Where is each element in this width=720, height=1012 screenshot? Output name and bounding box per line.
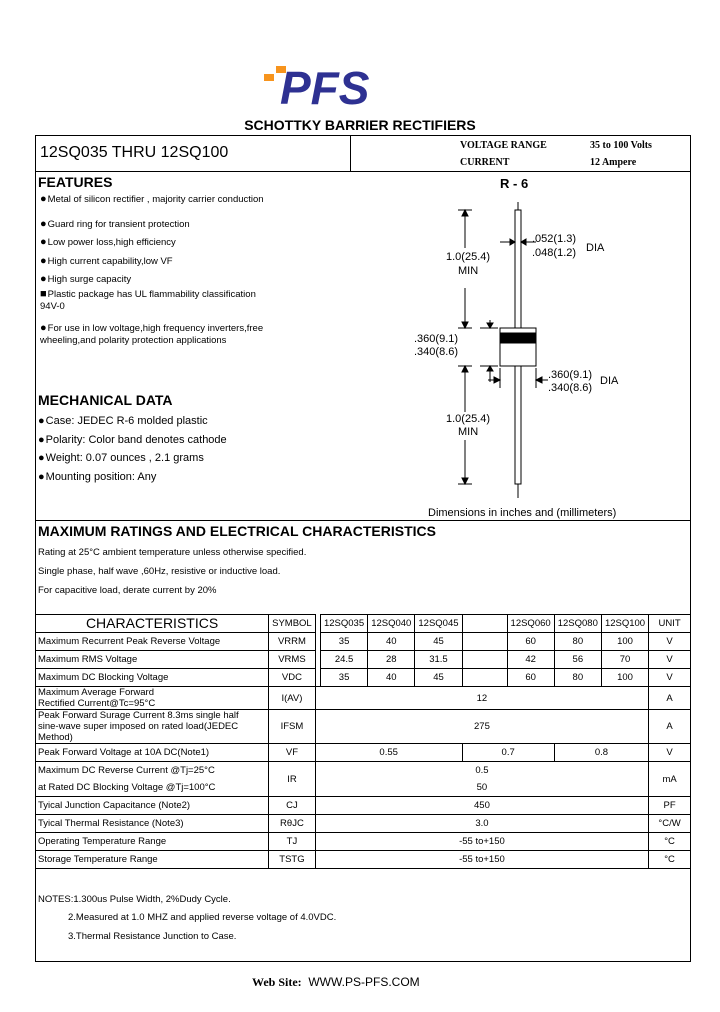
row-symbol: VRRM <box>269 633 316 651</box>
dia-label: DIA <box>586 242 605 254</box>
mechanical-item: ●Case: JEDEC R-6 molded plastic <box>38 415 208 427</box>
website-link[interactable]: WWW.PS-PFS.COM <box>308 975 420 989</box>
row-unit: mA <box>649 762 691 797</box>
cell: 24.5 <box>320 651 367 669</box>
cell: 80 <box>554 669 601 687</box>
row-symbol: IFSM <box>269 710 316 744</box>
cell: -55 to+150 <box>315 851 648 869</box>
cell: 56 <box>554 651 601 669</box>
header-part: 12SQ045 <box>415 615 462 633</box>
mechanical-item: ●Weight: 0.07 ounces , 2.1 grams <box>38 452 204 464</box>
row-label: Peak Forward Surage Current 8.3ms single half sine-wave super imposed on rated load(JEDEC Method) <box>36 710 269 744</box>
row-label: Maximum Average Forward Rectified Current@Tc=95°C <box>36 687 269 710</box>
cell: 0.5 50 <box>315 762 648 797</box>
header-part: 12SQ080 <box>554 615 601 633</box>
current-value: 12 Ampere <box>590 157 637 168</box>
feature-item: ●Metal of silicon rectifier , majority carrier conduction <box>40 193 264 205</box>
current-label: CURRENT <box>460 157 510 168</box>
mechanical-heading: MECHANICAL DATA <box>38 392 173 408</box>
row-unit: A <box>649 687 691 710</box>
table-row <box>36 815 691 833</box>
table-row <box>36 633 691 651</box>
table-header-row <box>36 615 691 633</box>
cell: 42 <box>507 651 554 669</box>
row-symbol: CJ <box>269 797 316 815</box>
mechanical-item: ●Mounting position: Any <box>38 471 157 483</box>
lead-dia-lower: .048(1.2) <box>532 247 577 259</box>
row-label: Storage Temperature Range <box>36 851 269 869</box>
header-part: 12SQ035 <box>320 615 367 633</box>
document-title: SCHOTTKY BARRIER RECTIFIERS <box>244 117 476 133</box>
row-symbol: I(AV) <box>269 687 316 710</box>
cell: 450 <box>315 797 648 815</box>
row-label: Maximum DC Reverse Current @Tj=25°C at Rated DC Blocking Voltage @Tj=100°C <box>36 762 269 797</box>
mechanical-item: ●Polarity: Color band denotes cathode <box>38 434 227 446</box>
cell <box>462 669 507 687</box>
cell: 0.8 <box>554 744 648 762</box>
rating-note: Rating at 25°C ambient temperature unless otherwise specified. <box>38 547 307 558</box>
characteristics-table <box>35 614 691 869</box>
cell: 40 <box>368 669 415 687</box>
package-label: R - 6 <box>500 176 529 191</box>
table-row <box>36 833 691 851</box>
feature-item: ●High surge capacity <box>40 273 132 285</box>
row-label: Peak Forward Voltage at 10A DC(Note1) <box>36 744 269 762</box>
divider <box>350 135 351 171</box>
header-part: 12SQ040 <box>368 615 415 633</box>
row-unit: PF <box>649 797 691 815</box>
row-label: Operating Temperature Range <box>36 833 269 851</box>
website-line: Web Site: WWW.PS-PFS.COM <box>252 975 420 989</box>
header-unit: UNIT <box>649 615 691 633</box>
footnote: 3.Thermal Resistance Junction to Case. <box>68 931 237 942</box>
row-symbol: VRMS <box>269 651 316 669</box>
row-label: Maximum DC Blocking Voltage <box>36 669 269 687</box>
cell: 60 <box>507 633 554 651</box>
header-part: 12SQ100 <box>601 615 648 633</box>
header-part <box>462 615 507 633</box>
table-row <box>36 651 691 669</box>
row-unit: A <box>649 710 691 744</box>
row-symbol: RθJC <box>269 815 316 833</box>
row-unit: V <box>649 633 691 651</box>
row-symbol: TSTG <box>269 851 316 869</box>
divider <box>35 171 691 172</box>
lead-dia-upper: .052(1.3) <box>532 233 577 245</box>
row-symbol: VF <box>269 744 316 762</box>
cell: 0.7 <box>462 744 554 762</box>
table-row <box>36 710 691 744</box>
row-unit: °C <box>649 833 691 851</box>
body-length-lower: .340(8.6) <box>414 346 459 358</box>
lead-length-top-min: MIN <box>458 265 479 277</box>
cell: 3.0 <box>315 815 648 833</box>
row-label: Tyical Thermal Resistance (Note3) <box>36 815 269 833</box>
cell: 70 <box>601 651 648 669</box>
feature-item: ●High current capability,low VF <box>40 255 173 267</box>
cell: 31.5 <box>415 651 462 669</box>
rating-note: Single phase, half wave ,60Hz, resistive or inductive load. <box>38 566 281 577</box>
row-unit: V <box>649 651 691 669</box>
cell: 275 <box>315 710 648 744</box>
cell: 0.55 <box>315 744 462 762</box>
lead-length-bottom: 1.0(25.4) <box>446 413 491 425</box>
table-row <box>36 797 691 815</box>
row-unit: V <box>649 744 691 762</box>
cell: 40 <box>368 633 415 651</box>
body-length-upper: .360(9.1) <box>414 333 459 345</box>
lead-length-bottom-min: MIN <box>458 426 479 438</box>
cell: 45 <box>415 669 462 687</box>
row-symbol: TJ <box>269 833 316 851</box>
voltage-range-value: 35 to 100 Volts <box>590 140 652 151</box>
row-unit: V <box>649 669 691 687</box>
feature-item: ●Low power loss,high efficiency <box>40 236 176 248</box>
cell: 12 <box>315 687 648 710</box>
dia-label: DIA <box>600 375 619 387</box>
lead-length-top: 1.0(25.4) <box>446 251 491 263</box>
row-symbol: IR <box>269 762 316 797</box>
table-row <box>36 669 691 687</box>
table-row <box>36 851 691 869</box>
feature-item: ■Plastic package has UL flammability classification 94V-0 <box>40 288 256 312</box>
svg-text:PFS: PFS <box>280 62 370 108</box>
header-part: 12SQ060 <box>507 615 554 633</box>
cell: 28 <box>368 651 415 669</box>
r6-package-drawing <box>380 192 660 512</box>
cell <box>462 633 507 651</box>
cell: 80 <box>554 633 601 651</box>
ratings-heading: MAXIMUM RATINGS AND ELECTRICAL CHARACTERISTICS <box>38 523 436 539</box>
table-row <box>36 687 691 710</box>
row-unit: °C/W <box>649 815 691 833</box>
cell: 100 <box>601 669 648 687</box>
divider <box>35 520 691 521</box>
cell: 100 <box>601 633 648 651</box>
features-heading: FEATURES <box>38 174 113 190</box>
row-unit: °C <box>649 851 691 869</box>
footnote: NOTES:1.300us Pulse Width, 2%Dudy Cycle. <box>38 894 231 905</box>
voltage-range-label: VOLTAGE RANGE <box>460 140 547 151</box>
body-dia-upper: .360(9.1) <box>548 369 593 381</box>
row-label: Maximum RMS Voltage <box>36 651 269 669</box>
footnote: 2.Measured at 1.0 MHZ and applied reverse voltage of 4.0VDC. <box>68 912 337 923</box>
row-symbol: VDC <box>269 669 316 687</box>
table-row <box>36 744 691 762</box>
row-label: Tyical Junction Capacitance (Note2) <box>36 797 269 815</box>
row-label: Maximum Recurrent Peak Reverse Voltage <box>36 633 269 651</box>
cell <box>462 651 507 669</box>
cell: -55 to+150 <box>315 833 648 851</box>
part-range: 12SQ035 THRU 12SQ100 <box>40 144 229 161</box>
header-symbol: SYMBOL <box>269 615 316 633</box>
cell: 45 <box>415 633 462 651</box>
table-row <box>36 762 691 797</box>
feature-item: ●Guard ring for transient protection <box>40 218 190 230</box>
header-characteristics: CHARACTERISTICS <box>36 615 269 633</box>
dimensions-caption: Dimensions in inches and (millimeters) <box>428 507 617 519</box>
rating-note: For capacitive load, derate current by 20% <box>38 585 217 596</box>
cell: 35 <box>320 633 367 651</box>
pfs-logo <box>262 62 438 108</box>
cell: 60 <box>507 669 554 687</box>
cell: 35 <box>320 669 367 687</box>
body-dia-lower: .340(8.6) <box>548 382 593 394</box>
feature-item: ●For use in low voltage,high frequency inverters,free wheeling,and polarity protection applications <box>40 322 264 346</box>
